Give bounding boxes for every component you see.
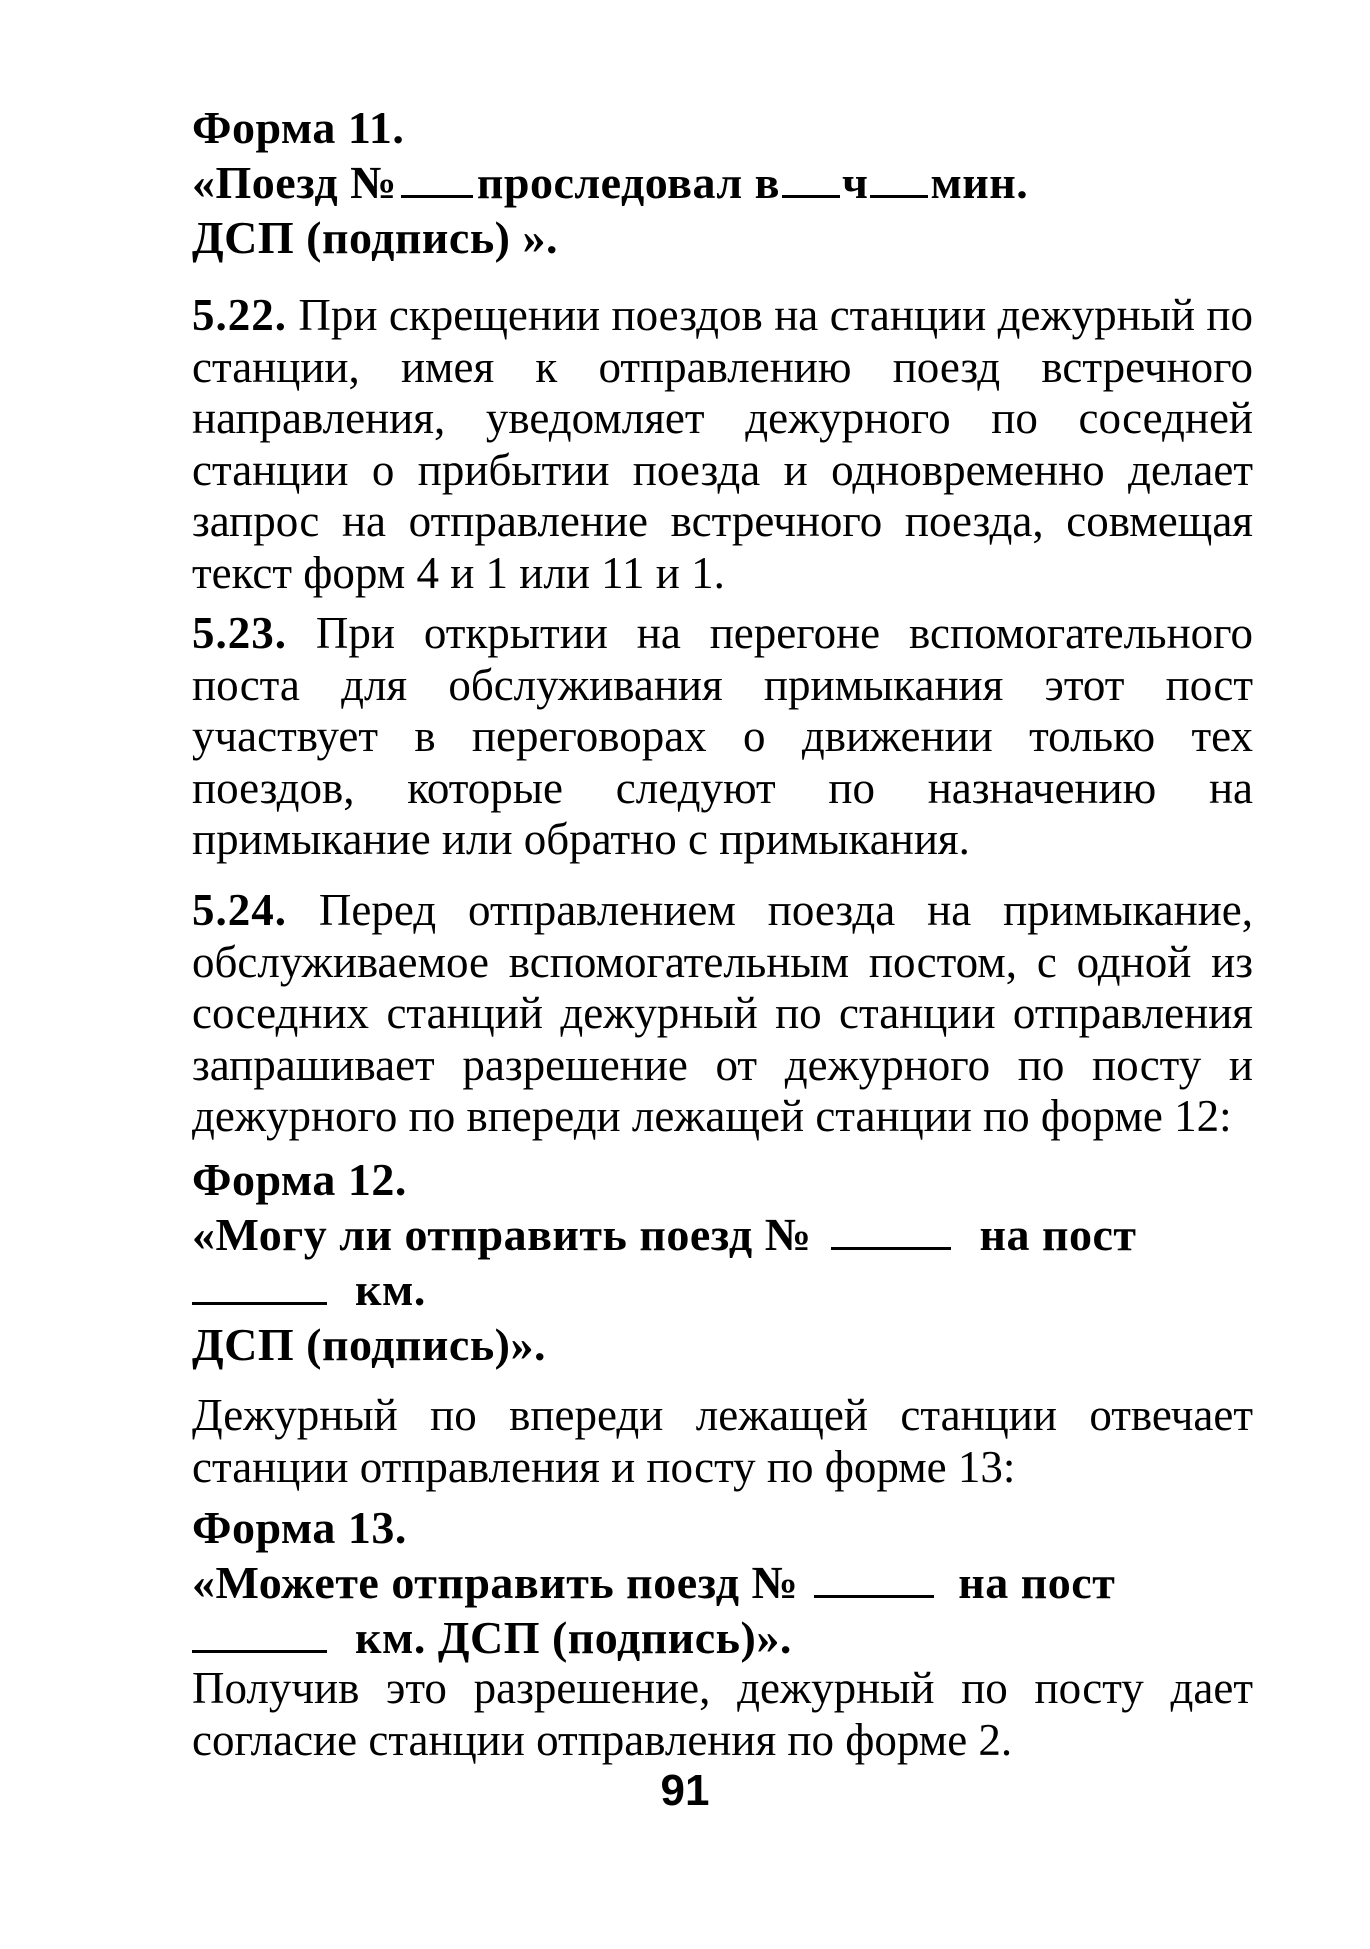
form-11-text-a: «Поезд №: [192, 157, 397, 208]
form-13-text-a: «Можете отправить поезд №: [192, 1557, 799, 1608]
paragraph-number: 5.23.: [192, 608, 287, 658]
paragraph-5-23: [125, 608, 1253, 866]
form-13-title: Форма 13.: [192, 1502, 407, 1553]
form-12-title: Форма 12.: [192, 1154, 407, 1205]
form-12-text-a: «Могу ли отправить поезд №: [192, 1209, 812, 1260]
form-12-text-c: км.: [355, 1264, 426, 1315]
paragraph-5-22: [125, 290, 1253, 599]
hour-blank: [782, 159, 840, 198]
paragraph-5-24: [125, 885, 1253, 1143]
page-number: 91: [660, 1766, 710, 1815]
paragraph-text: Получив это разрешение, дежурный по посту дает согласие станции отправления по форме 2.: [192, 1663, 1253, 1765]
paragraph-text: Дежурный по впереди лежащей станции отвечает станции отправления и посту по форме 13:: [192, 1390, 1253, 1492]
form-12-line-3: ДСП (подпись)».: [192, 1319, 546, 1370]
train-number-blank: [831, 1211, 951, 1250]
form-12-text-b: на пост: [979, 1209, 1137, 1260]
paragraph-text: Перед отправлением поезда на примыкание, обслуживаемое вспомогательным постом, с одной из соседних станций дежурный по станции отправления запрашивает разрешение от дежурного по посту и дежурного по впереди лежащей станции по форме 12:: [192, 885, 1253, 1141]
paragraph-text: При открытии на перегоне вспомогательного поста для обслуживания примыкания этот пост участвует в переговорах о движении только тех поездов, которые следуют по назначению на примыкание или обратно с примыкания.: [192, 608, 1253, 864]
form-11-line-2: ДСП (подпись) ».: [192, 212, 558, 263]
paragraph-final: [125, 1663, 1253, 1766]
form-13-line-2: [192, 1610, 1252, 1665]
form-13-text-b: на пост: [958, 1557, 1116, 1608]
form-12-block: [192, 1152, 1252, 1372]
train-number-blank: [401, 159, 473, 198]
paragraph-number: 5.22.: [192, 290, 287, 340]
form-13-line-1: [192, 1555, 1252, 1610]
form-11-line-1: [192, 155, 1252, 210]
form-12-line-1: [192, 1207, 1252, 1262]
paragraph-text: При скрещении поездов на станции дежурный по станции, имея к отправлению поезд встречного направления, уведомляет дежурного по соседней станции о прибытии поезда и одновременно делает запрос на отправление встречного поезда, совмещая текст форм 4 и 1 или 11 и 1.: [192, 290, 1253, 598]
form-13-text-c: км. ДСП (подпись)».: [355, 1612, 792, 1663]
paragraph-number: 5.24.: [192, 885, 287, 935]
form-13-block: [192, 1500, 1252, 1665]
form-11-text-b: проследовал в: [476, 157, 781, 208]
paragraph-reply: [125, 1390, 1253, 1493]
km-blank: [192, 1266, 327, 1305]
minute-blank: [870, 159, 928, 198]
form-12-line-2: [192, 1262, 1252, 1317]
form-11-text-c: ч: [842, 157, 869, 208]
km-blank: [192, 1614, 327, 1653]
form-11-block: [192, 100, 1252, 265]
form-11-text-d: мин.: [930, 157, 1029, 208]
form-11-title: Форма 11.: [192, 102, 405, 153]
train-number-blank: [814, 1559, 934, 1598]
